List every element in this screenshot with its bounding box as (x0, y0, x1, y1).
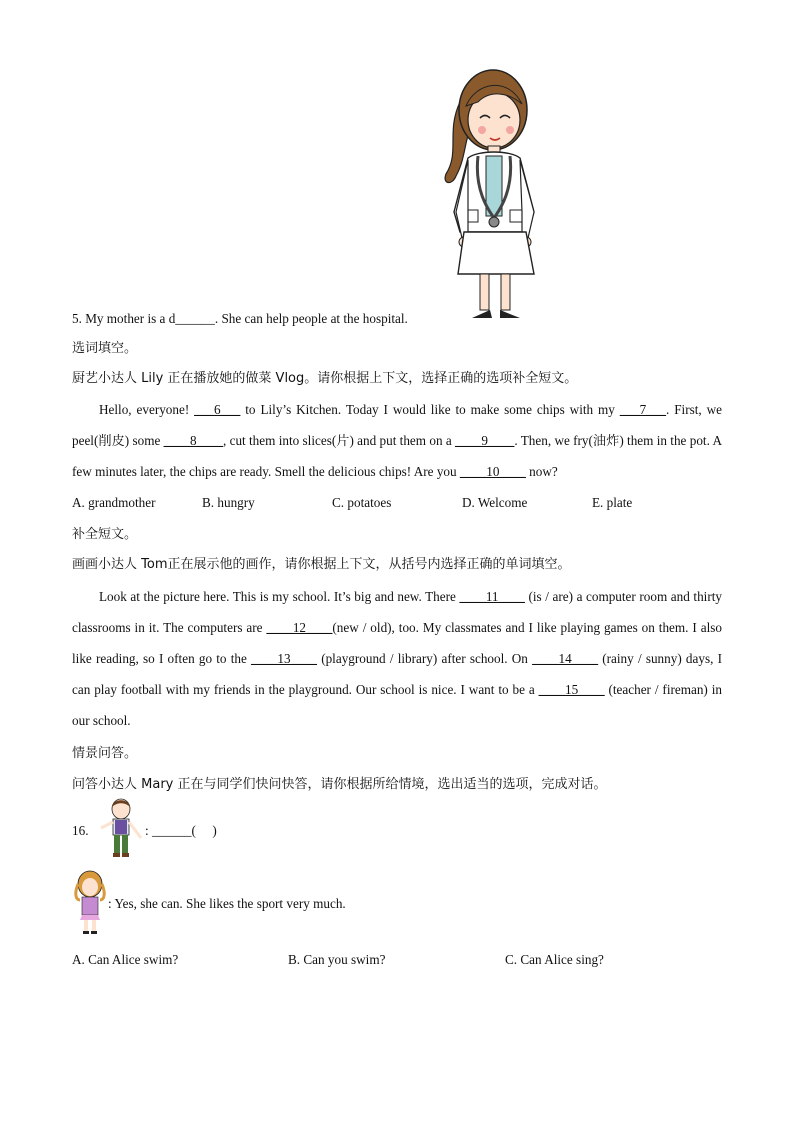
section-heading-qa: 情景问答。 (72, 746, 138, 761)
girl-illustration (72, 870, 108, 936)
question-16-blank[interactable]: : ______( ) (145, 823, 217, 838)
section-intro-lily: 厨艺小达人 Lily 正在播放她的做菜 Vlog。请你根据上下文，选择正确的选项补全短文。 (72, 371, 578, 386)
option-a: A. grandmother (72, 495, 156, 510)
option-c: C. potatoes (332, 495, 392, 510)
girl-answer: : Yes, she can. She likes the sport very much. (108, 896, 346, 911)
blank-12[interactable]: ____12____ (266, 620, 333, 635)
passage-lily: Hello, everyone! ___6___ to Lily’s Kitchen. Today I would like to make some chips with my ___7___. First, we peel(削皮) some ____8____, cut them into slices(片) and put them on a ____9____. Then, we fry(油炸) them in the pot. A few minutes later, the chips are ready. Smell the delicious chips! Are you ____10____ now? (72, 402, 722, 479)
blank-6[interactable]: ___6___ (194, 402, 241, 417)
blank-7[interactable]: ___7___ (619, 402, 666, 417)
option-16-b: B. Can you swim? (288, 952, 386, 967)
option-16-c: C. Can Alice sing? (505, 952, 604, 967)
section-intro-mary: 问答小达人 Mary 正在与同学们快问快答，请你根据所给情境，选出适当的选项，完成对话。 (72, 777, 607, 792)
option-b: B. hungry (202, 495, 255, 510)
option-16-a: A. Can Alice swim? (72, 952, 179, 967)
blank-8[interactable]: ____8____ (163, 433, 223, 448)
blank-11[interactable]: ____11____ (459, 589, 525, 604)
boy-illustration (97, 798, 145, 860)
section-heading-complete-passage: 补全短文。 (72, 527, 138, 542)
blank-13[interactable]: ____13____ (251, 651, 317, 666)
section-intro-tom: 画画小达人 Tom正在展示他的画作，请你根据上下文，从括号内选择正确的单词填空。 (72, 557, 571, 572)
section-heading-fill-words: 选词填空。 (72, 341, 138, 356)
question-16-number: 16. (72, 823, 89, 838)
question-5: 5. My mother is a d______. She can help people at the hospital. (72, 311, 408, 326)
blank-15[interactable]: ____15____ (538, 682, 605, 697)
doctor-illustration (438, 62, 544, 324)
blank-10[interactable]: ____10____ (459, 464, 526, 479)
option-d: D. Welcome (462, 495, 528, 510)
blank-9[interactable]: ____9____ (455, 433, 515, 448)
passage-tom: Look at the picture here. This is my school. It’s big and new. There ____11____ (is / are) a computer room and thirty classrooms in it. The computers are ____12____(new / old), too. My classmates and I like playing games on them. I also like reading, so I often go to the ____13____ (playground / library) after school. On ____14____ (rainy / sunny) days, I can play football with my friends in the playground. Our school is nice. I want to be a ____15____ (teacher / fireman) in our school. (72, 589, 722, 728)
blank-14[interactable]: ____14____ (532, 651, 599, 666)
option-e: E. plate (592, 495, 633, 510)
